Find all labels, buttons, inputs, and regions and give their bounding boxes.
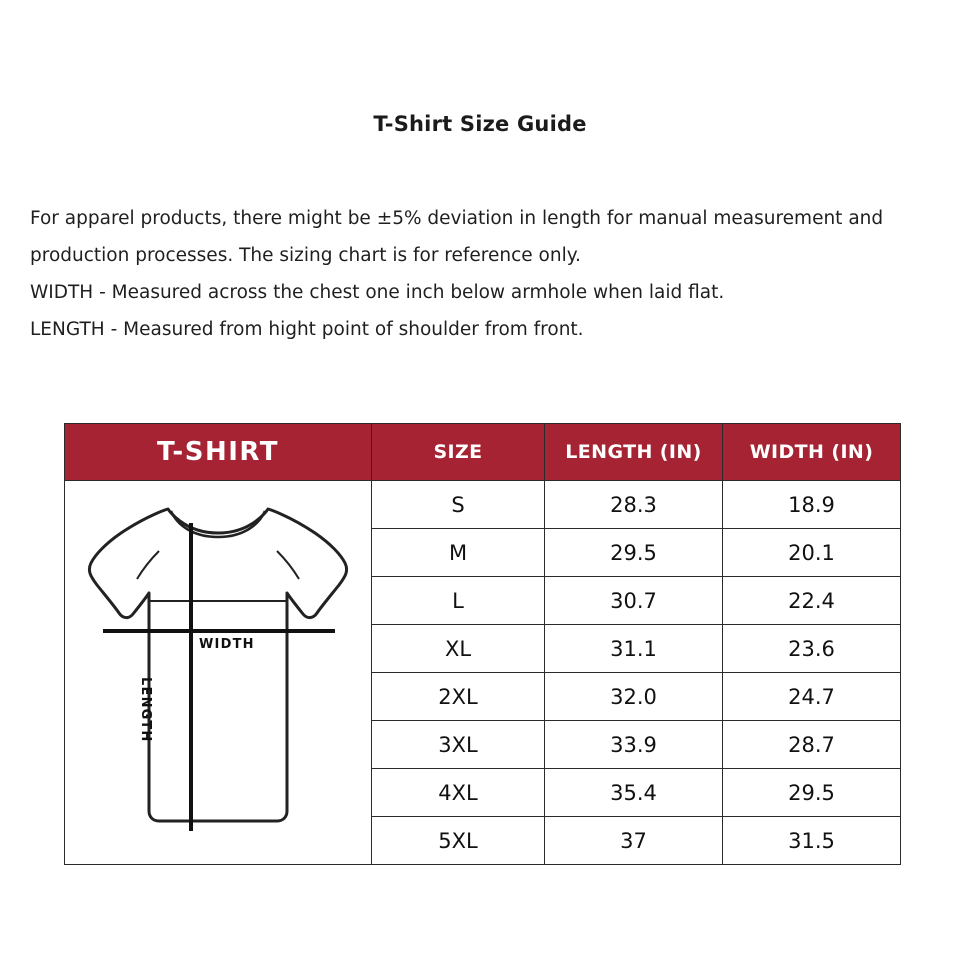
cell-length: 28.3	[545, 481, 723, 529]
table-body	[65, 481, 901, 865]
table-row	[65, 481, 901, 529]
cell-length: 30.7	[545, 577, 723, 625]
tshirt-diagram	[65, 481, 371, 864]
column-header-size: SIZE	[372, 424, 545, 481]
cell-size: 2XL	[372, 673, 545, 721]
cell-size: 3XL	[372, 721, 545, 769]
table-header	[65, 424, 901, 481]
cell-size: 5XL	[372, 817, 545, 865]
cell-width: 18.9	[723, 481, 901, 529]
cell-length: 29.5	[545, 529, 723, 577]
intro-paragraph-3: LENGTH - Measured from hight point of shoulder from front.	[30, 319, 584, 340]
cell-width: 24.7	[723, 673, 901, 721]
tshirt-diagram-cell	[65, 481, 372, 865]
width-label: WIDTH	[199, 637, 255, 652]
cell-width: 20.1	[723, 529, 901, 577]
intro-text	[30, 200, 920, 348]
cell-length: 37	[545, 817, 723, 865]
cell-size: XL	[372, 625, 545, 673]
cell-length: 32.0	[545, 673, 723, 721]
cell-width: 28.7	[723, 721, 901, 769]
cell-length: 35.4	[545, 769, 723, 817]
table-header-row	[65, 424, 901, 481]
column-header-width: WIDTH (IN)	[723, 424, 901, 481]
cell-size: 4XL	[372, 769, 545, 817]
intro-paragraph-2: WIDTH - Measured across the chest one inch below armhole when laid flat.	[30, 282, 725, 303]
length-label: LENGTH	[138, 677, 153, 743]
column-header-length: LENGTH (IN)	[545, 424, 723, 481]
page-title: T-Shirt Size Guide	[373, 112, 587, 136]
cell-size: M	[372, 529, 545, 577]
tshirt-outline-icon	[73, 481, 363, 841]
cell-width: 29.5	[723, 769, 901, 817]
cell-length: 33.9	[545, 721, 723, 769]
cell-width: 23.6	[723, 625, 901, 673]
cell-size: L	[372, 577, 545, 625]
size-chart	[64, 423, 896, 865]
cell-length: 31.1	[545, 625, 723, 673]
column-header-tshirt: T-SHIRT	[65, 424, 372, 481]
size-table	[64, 423, 901, 865]
cell-width: 22.4	[723, 577, 901, 625]
cell-size: S	[372, 481, 545, 529]
intro-paragraph-1: For apparel products, there might be ±5% deviation in length for manual measurement and production processes. The sizing chart is for reference only.	[30, 208, 884, 266]
cell-width: 31.5	[723, 817, 901, 865]
